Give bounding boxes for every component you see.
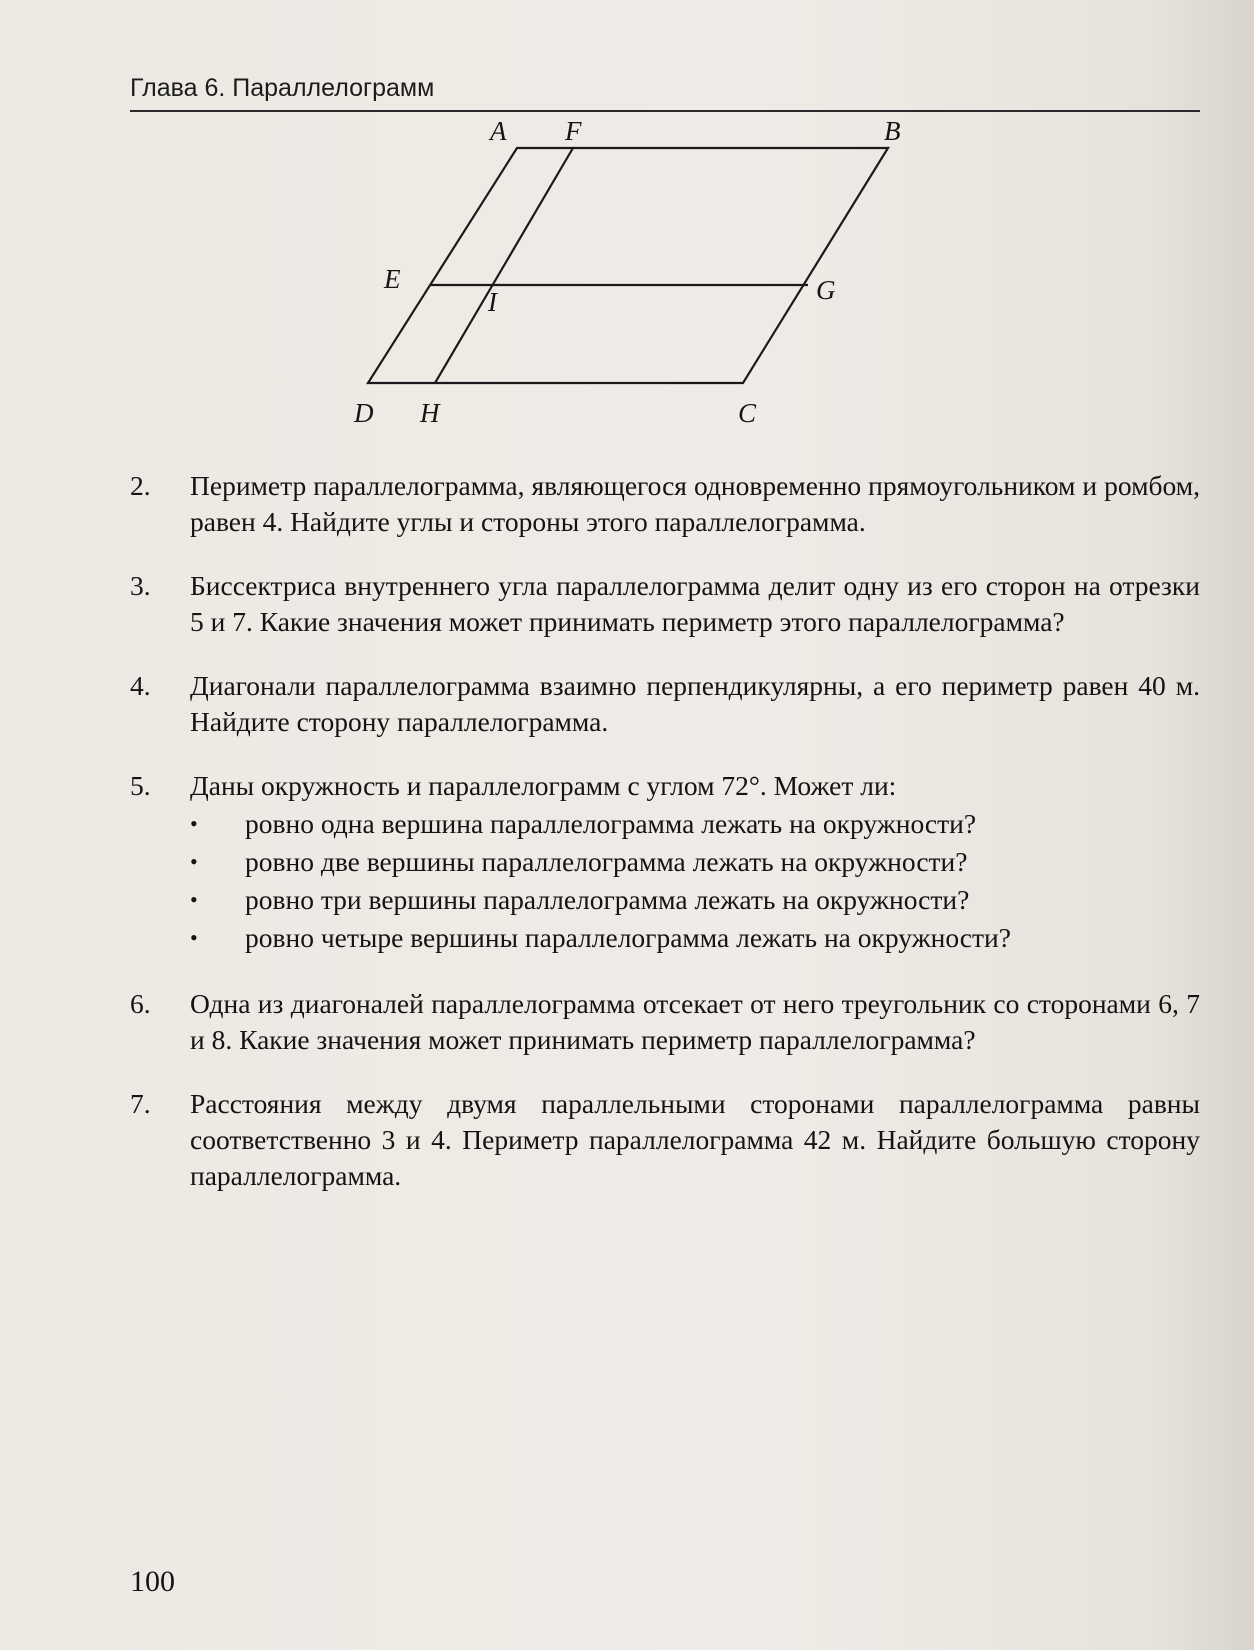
problem-3 bbox=[130, 568, 1200, 640]
bullet-text: ровно одна вершина параллелограмма лежать на окружности? bbox=[245, 808, 977, 839]
problem-text: Периметр параллелограмма, являющегося одновременно прямоугольником и ромбом, равен 4. Найдите углы и стороны этого параллелограмма. bbox=[190, 470, 1200, 537]
bullet-text: ровно две вершины параллелограмма лежать на окружности? bbox=[245, 846, 968, 877]
bullet-text: ровно четыре вершины параллелограмма лежать на окружности? bbox=[245, 922, 1011, 953]
chapter-header: Глава 6. Параллелограмм bbox=[130, 74, 435, 102]
problem-number: 5. bbox=[130, 770, 151, 801]
problem-7 bbox=[130, 1086, 1200, 1194]
problem-text: Диагонали параллелограмма взаимно перпендикулярны, а его периметр равен 40 м. Найдите сторону параллелограмма. bbox=[190, 670, 1200, 737]
label-h: H bbox=[420, 398, 440, 428]
list-item bbox=[190, 920, 1200, 956]
header-rule bbox=[130, 110, 1200, 112]
bullet-icon: • bbox=[190, 849, 198, 874]
segment-fh bbox=[435, 148, 573, 383]
parallelogram-abcd bbox=[368, 148, 888, 383]
parallelogram-figure bbox=[354, 115, 901, 435]
problem-list bbox=[130, 468, 1200, 1222]
problem-text: Одна из диагоналей параллелограмма отсекает от него треугольник со сторонами 6, 7 и 8. Какие значения может принимать периметр параллелограмма? bbox=[190, 988, 1200, 1055]
problem-text: Биссектриса внутреннего угла параллелограмма делит одну из его сторон на отрезки 5 и 7. Какие значения может принимать периметр этого параллелограмма? bbox=[190, 570, 1200, 637]
label-a: A bbox=[490, 116, 507, 146]
bullet-icon: • bbox=[190, 925, 198, 950]
list-item bbox=[190, 806, 1200, 842]
bullet-list bbox=[190, 806, 1200, 956]
problem-number: 2. bbox=[130, 470, 151, 501]
bullet-icon: • bbox=[190, 811, 198, 836]
label-i: I bbox=[488, 287, 497, 317]
problem-number: 4. bbox=[130, 670, 151, 701]
list-item bbox=[190, 844, 1200, 880]
page-number: 100 bbox=[130, 1565, 175, 1598]
problem-number: 7. bbox=[130, 1088, 151, 1119]
problem-5 bbox=[130, 768, 1200, 958]
problem-text: Расстояния между двумя параллельными сторонами параллелограмма равны соответственно 3 и 4. Периметр параллелограмма 42 м. Найдите большую сторону параллелограмма. bbox=[190, 1088, 1200, 1191]
label-c: C bbox=[738, 398, 757, 428]
label-b: B bbox=[884, 116, 901, 146]
problem-number: 3. bbox=[130, 570, 151, 601]
bullet-icon: • bbox=[190, 887, 198, 912]
problem-number: 6. bbox=[130, 988, 151, 1019]
problem-6 bbox=[130, 986, 1200, 1058]
label-d: D bbox=[354, 398, 374, 428]
label-f: F bbox=[565, 116, 582, 146]
label-e: E bbox=[384, 264, 401, 294]
list-item bbox=[190, 882, 1200, 918]
problem-4 bbox=[130, 668, 1200, 740]
problem-2 bbox=[130, 468, 1200, 540]
bullet-text: ровно три вершины параллелограмма лежать на окружности? bbox=[245, 884, 970, 915]
problem-text: Даны окружность и параллелограмм с углом 72°. Может ли: bbox=[190, 770, 897, 801]
label-g: G bbox=[816, 275, 836, 305]
